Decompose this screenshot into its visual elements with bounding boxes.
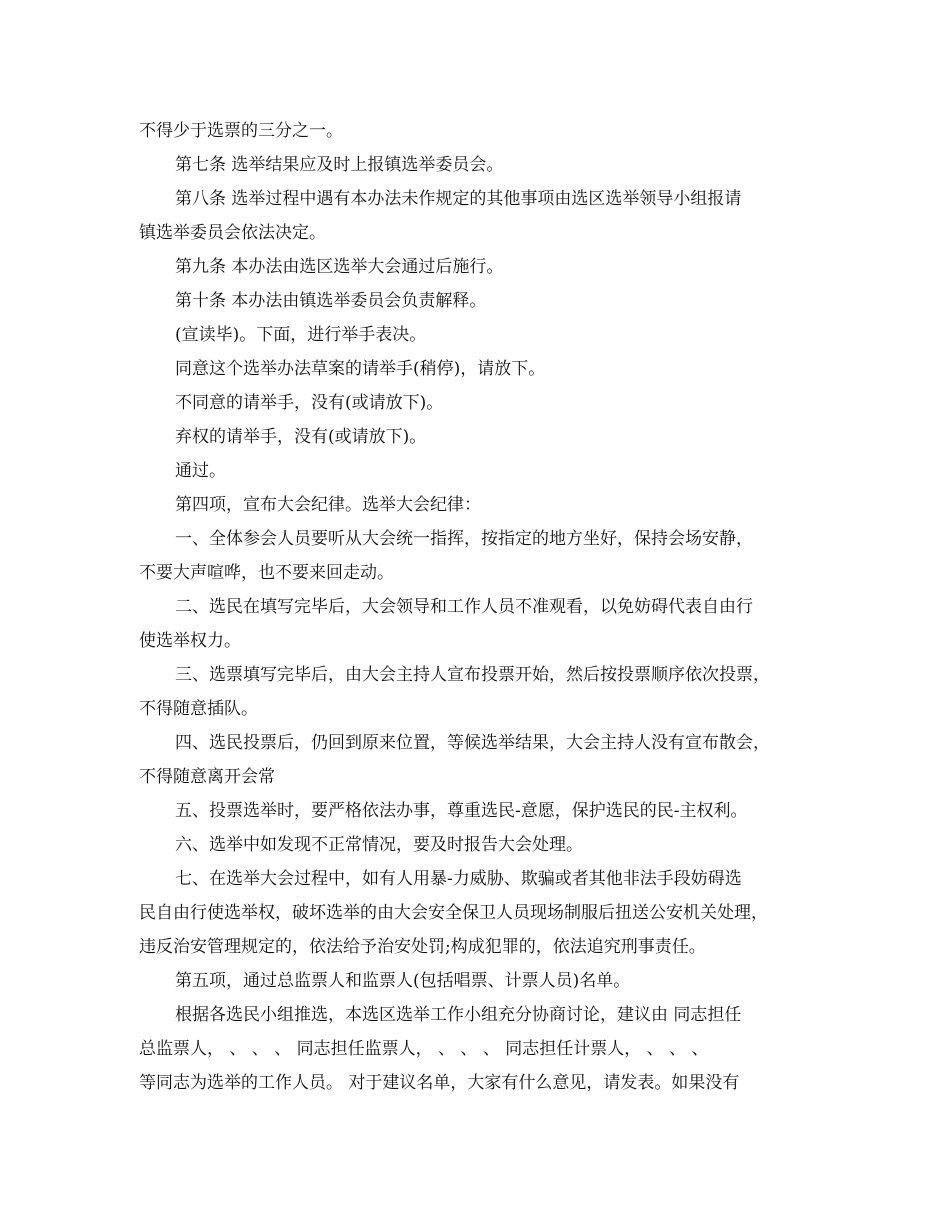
text-line: 四、选民投票后，仍回到原来位置，等候选举结果，大会主持人没有宣布散会， [175,733,770,753]
text-line: 第八条 选举过程中遇有本办法未作规定的其他事项由选区选举领导小组报请 [175,189,742,209]
paragraph [139,182,815,250]
text-line: 第九条 本办法由选区选举大会通过后施行。 [175,257,504,277]
paragraph [139,862,815,964]
text-line: 等同志为选举的工作人员。 对于建议名单，大家有什么意见，请发表。如果没有 [139,1073,740,1093]
paragraph [139,352,815,386]
text-line: 五、投票选举时，要严格依法办事，尊重选民-意愿，保护选民的民-主权利。 [175,801,748,821]
text-line: (宣读毕)。下面，进行举手表决。 [175,325,427,345]
paragraph [139,522,815,590]
text-line: 三、选票填写完毕后，由大会主持人宣布投票开始，然后按投票顺序依次投票， [175,665,770,685]
paragraph [139,454,815,488]
paragraph [139,284,815,318]
paragraph [139,318,815,352]
text-line: 一、全体参会人员要听从大会统一指挥，按指定的地方坐好，保持会场安静， [175,529,753,549]
text-line: 镇选举委员会依法决定。 [139,223,326,243]
paragraph [139,998,815,1100]
text-line: 第十条 本办法由镇选举委员会负责解释。 [175,291,487,311]
text-line: 不同意的请举手，没有(或请放下)。 [175,393,444,413]
text-line: 使选举权力。 [139,631,241,651]
text-line: 第四项，宣布大会纪律。选举大会纪律： [175,495,481,515]
paragraph [139,420,815,454]
text-line: 不得少于选票的三分之一。 [139,121,343,141]
paragraph [139,726,815,794]
text-line: 违反治安管理规定的，依法给予治安处罚;构成犯罪的，依法追究刑事责任。 [139,937,706,957]
text-line: 同意这个选举办法草案的请举手(稍停)，请放下。 [175,359,546,379]
text-line: 不得随意离开会常 [139,767,275,787]
paragraph [139,250,815,284]
paragraph [139,964,815,998]
paragraph [139,148,815,182]
text-line: 弃权的请举手，没有(或请放下)。 [175,427,427,447]
text-line: 七、在选举大会过程中，如有人用暴-力威胁、欺骗或者其他非法手段妨碍选 [175,869,742,889]
text-line: 不要大声喧哗，也不要来回走动。 [139,563,394,583]
paragraph [139,794,815,828]
text-line: 总监票人， 、 、 、 同志担任监票人， 、 、 、 同志担任计票人， 、 、 、 [139,1039,709,1059]
paragraph [139,114,815,148]
paragraph [139,386,815,420]
paragraph [139,488,815,522]
text-line: 二、选民在填写完毕后，大会领导和工作人员不准观看，以免妨碍代表自由行 [175,597,753,617]
text-line: 不得随意插队。 [139,699,258,719]
paragraph [139,828,815,862]
text-line: 通过。 [175,461,226,481]
text-line: 根据各选民小组推选，本选区选举工作小组充分协商讨论，建议由 同志担任 [175,1005,742,1025]
text-line: 第五项，通过总监票人和监票人(包括唱票、计票人员)名单。 [175,971,631,991]
text-line: 民自由行使选举权，破坏选举的由大会安全保卫人员现场制服后扭送公安机关处理， [139,903,768,923]
paragraph [139,590,815,658]
document-body [139,114,815,1100]
paragraph [139,658,815,726]
text-line: 第七条 选举结果应及时上报镇选举委员会。 [175,155,504,175]
text-line: 六、选举中如发现不正常情况，要及时报告大会处理。 [175,835,583,855]
